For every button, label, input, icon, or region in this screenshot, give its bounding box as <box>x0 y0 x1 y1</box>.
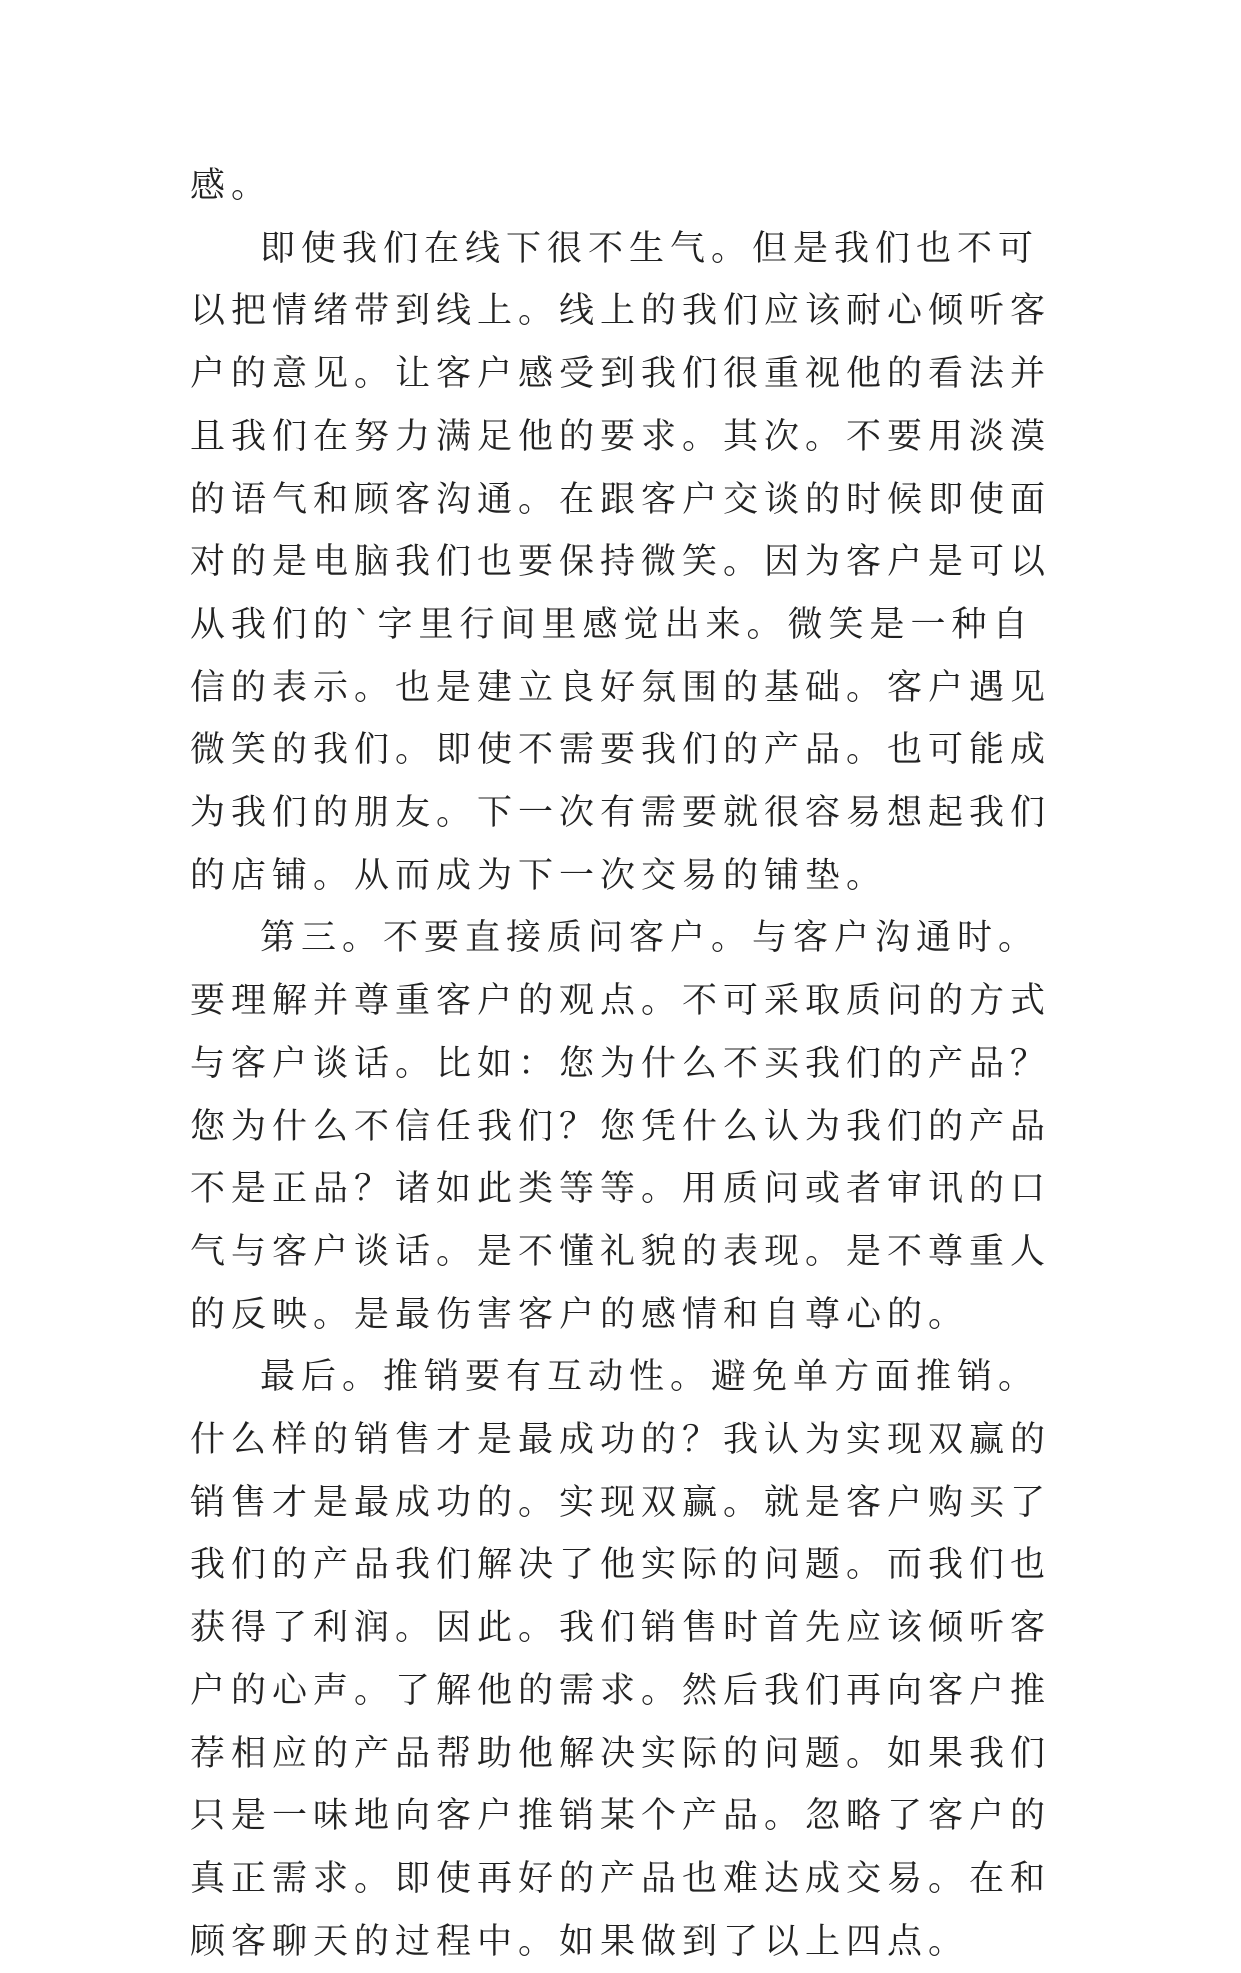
paragraph-interactive-selling: 最后。推销要有互动性。避免单方面推销。什么样的销售才是最成功的？我认为实现双赢的销售才是最成功的。实现双赢。就是客户购买了我们的产品我们解决了他实际的问题。而我们也获得了利润。因此。我们销售时首先应该倾听客户的心声。了解他的需求。然后我们再向客户推荐相应的产品帮助他解决实际的问题。如果我们只是一味地向客户推销某个产品。忽略了客户的真正需求。即使再好的产品也难达成交易。在和顾客聊天的过程中。如果做到了以上四点。 <box>190 1357 1052 1962</box>
paragraph-continuation: 感。 <box>190 166 273 206</box>
paragraph-emotion-control: 即使我们在线下很不生气。但是我们也不可以把情绪带到线上。线上的我们应该耐心倾听客户的意见。让客户感受到我们很重视他的看法并且我们在努力满足他的要求。其次。不要用淡漠的语气和顾客沟通。在跟客户交谈的时候即使面对的是电脑我们也要保持微笑。因为客户是可以从我们的`字里行间里感觉出来。微笑是一种自信的表示。也是建立良好氛围的基础。客户遇见微笑的我们。即使不需要我们的产品。也可能成为我们的朋友。下一次有需要就很容易想起我们的店铺。从而成为下一次交易的铺垫。 <box>190 228 1052 896</box>
paragraph-no-questioning: 第三。不要直接质问客户。与客户沟通时。要理解并尊重客户的观点。不可采取质问的方式与客户谈话。比如：您为什么不买我们的产品？您为什么不信任我们？您凭什么认为我们的产品不是正品？诸如此类等等。用质问或者审讯的口气与客户谈话。是不懂礼貌的表现。是不尊重人的反映。是最伤害客户的感情和自尊心的。 <box>190 918 1052 1335</box>
body-text <box>190 155 1070 1973</box>
